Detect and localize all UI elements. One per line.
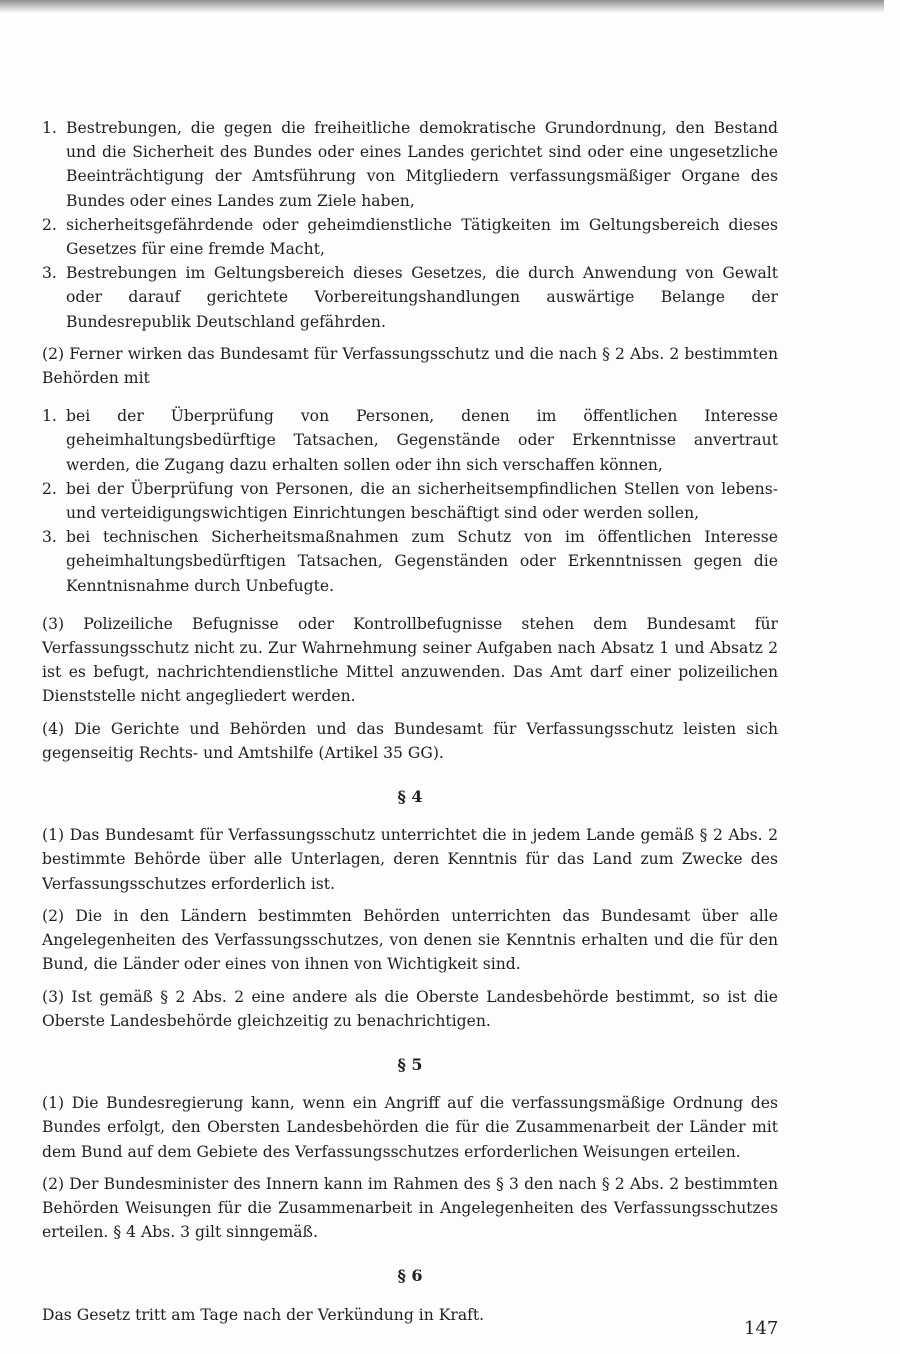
list-number: 2.	[42, 215, 57, 234]
section-heading-6: § 6	[397, 1266, 423, 1286]
paragraph-s5-abs2: (2) Der Bundesminister des Innern kann im Rahmen des § 3 den nach § 2 Abs. 2 bestimmten Behörden Weisungen für die Zusammenarbeit in Angelegenheiten des Verfassungsschutzes erteilen. § 4 Abs. 3 gilt sinngemäß.	[42, 1174, 778, 1242]
list-item	[42, 261, 778, 334]
list-section3-para1	[42, 116, 778, 334]
section-heading-4: § 4	[397, 787, 423, 807]
section-heading-5: § 5	[397, 1054, 423, 1074]
list-number: 3.	[42, 264, 57, 283]
list-text: sicherheitsgefährdende oder geheimdienstliche Tätigkeiten im Geltungsbereich dieses Gesetzes für eine fremde Macht,	[66, 215, 778, 259]
page-content	[42, 116, 778, 1327]
list-text: bei der Überprüfung von Personen, denen im öffentlichen Interesse geheimhaltungsbedürftige Tatsachen, Gegenstände oder Erkenntnisse anvertraut werden, die Zugang dazu erhalten sollen oder ihn sich verschaffen können,	[66, 407, 778, 474]
paragraph-s4-abs2: (2) Die in den Ländern bestimmten Behörden unterrichten das Bundesamt über alle Angelegenheiten des Verfassungsschutzes, von denen sie Kenntnis erhalten und die für den Bund, die Länder oder eines von ihnen von Wichtigkeit sind.	[42, 906, 778, 974]
list-item	[42, 404, 778, 477]
list-section3-para2	[42, 404, 778, 598]
list-item	[42, 116, 778, 213]
list-number: 1.	[42, 407, 57, 426]
list-text: Bestrebungen, die gegen die freiheitliche demokratische Grundordnung, den Bestand und die Sicherheit des Bundes oder eines Landes gerichtet sind oder eine ungesetzliche Beeinträchtigung der Amtsführung von Mitgliedern verfassungsmäßiger Organe des Bundes oder eines Landes zum Ziele haben,	[66, 119, 778, 210]
paragraph-s3-abs3: (3) Polizeiliche Befugnisse oder Kontrollbefugnisse stehen dem Bundesamt für Verfassungsschutz nicht zu. Zur Wahrnehmung seiner Aufgaben nach Absatz 1 und Absatz 2 ist es befugt, nachrichtendienstliche Mittel anzuwenden. Das Amt darf einer polizeilichen Dienststelle nicht angegliedert werden.	[42, 614, 778, 706]
list-item	[42, 525, 778, 598]
paragraph-s4-abs3: (3) Ist gemäß § 2 Abs. 2 eine andere als die Oberste Landesbehörde bestimmt, so ist die Oberste Landesbehörde gleichzeitig zu benachrichtigen.	[42, 987, 778, 1030]
list-item	[42, 213, 778, 261]
list-text: bei technischen Sicherheitsmaßnahmen zum Schutz von im öffentlichen Interesse geheimhaltungsbedürftigen Tatsachen, Gegenständen oder Erkenntnissen gegen die Kenntnisnahme durch Unbefugte.	[66, 528, 778, 595]
page-number: 147	[744, 1318, 779, 1339]
list-number: 1.	[42, 119, 57, 137]
list-text: bei der Überprüfung von Personen, die an sicherheitsempfindlichen Stellen von lebens- und verteidigungswichtigen Einrichtungen beschäftigt sind oder werden sollen,	[66, 479, 778, 523]
list-item	[42, 477, 778, 525]
paragraph-s3-abs4: (4) Die Gerichte und Behörden und das Bundesamt für Verfassungsschutz leisten sich gegenseitig Rechts- und Amtshilfe (Artikel 35 GG).	[42, 719, 778, 762]
paragraph-s4-abs1: (1) Das Bundesamt für Verfassungsschutz unterrichtet die in jedem Lande gemäß § 2 Abs. 2 bestimmte Behörde über alle Unterlagen, deren Kenntnis für das Land zum Zwecke des Verfassungsschutzes erforderlich ist.	[42, 826, 778, 893]
list-number: 3.	[42, 528, 57, 547]
list-number: 2.	[42, 479, 57, 498]
scan-top-edge	[0, 0, 884, 12]
paragraph-s5-abs1: (1) Die Bundesregierung kann, wenn ein Angriff auf die verfassungsmäßige Ordnung des Bundes erfolgt, den Obersten Landesbehörden die für die Zusammenarbeit der Länder mit dem Bund auf dem Gebiete des Verfassungsschutzes erforderlichen Weisungen erteilen.	[42, 1094, 778, 1161]
paragraph-s3-abs2: (2) Ferner wirken das Bundesamt für Verfassungsschutz und die nach § 2 Abs. 2 bestimmten Behörden mit	[42, 344, 778, 388]
paragraph-s6: Das Gesetz tritt am Tage nach der Verkündung in Kraft.	[42, 1305, 485, 1324]
list-text: Bestrebungen im Geltungsbereich dieses Gesetzes, die durch Anwendung von Gewalt oder darauf gerichtete Vorbereitungshandlungen auswärtige Belange der Bundesrepublik Deutschland gefährden.	[66, 264, 778, 331]
